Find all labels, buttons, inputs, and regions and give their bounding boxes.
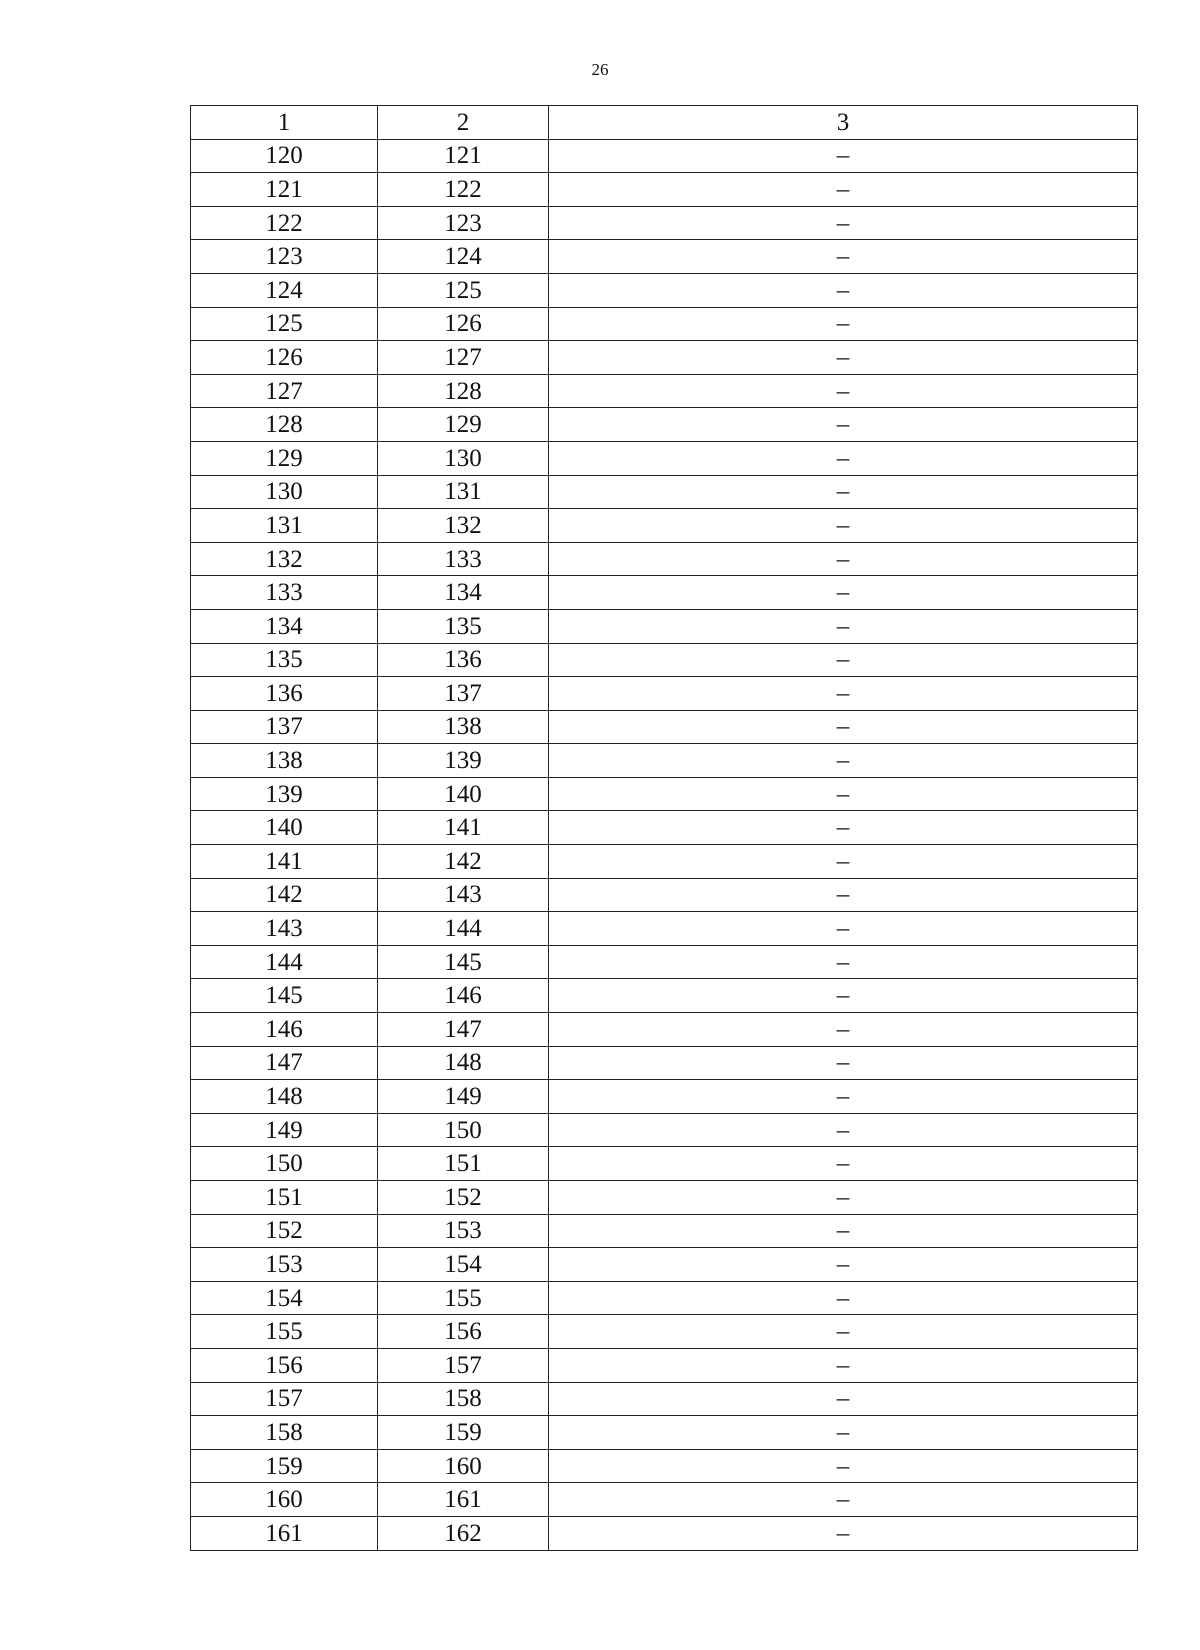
table-cell: – [549, 1483, 1138, 1517]
table-row [191, 341, 1138, 375]
table-cell: 157 [378, 1348, 549, 1382]
table-cell: 142 [378, 845, 549, 879]
table-row [191, 408, 1138, 442]
table-cell: 147 [378, 1013, 549, 1047]
table-cell: – [549, 576, 1138, 610]
table-cell: – [549, 777, 1138, 811]
table-cell: – [549, 1281, 1138, 1315]
table-row [191, 979, 1138, 1013]
table-cell: 141 [378, 811, 549, 845]
table-cell: 129 [378, 408, 549, 442]
table-row [191, 1113, 1138, 1147]
table-cell: – [549, 1013, 1138, 1047]
table-row [191, 509, 1138, 543]
header-cell: 2 [378, 106, 549, 140]
table-cell: 161 [191, 1516, 378, 1550]
table-cell: 149 [191, 1113, 378, 1147]
table-cell: – [549, 710, 1138, 744]
table-cell: 161 [378, 1483, 549, 1517]
table-cell: 123 [191, 240, 378, 274]
table-row [191, 945, 1138, 979]
table-cell: 131 [191, 509, 378, 543]
table-cell: 154 [378, 1248, 549, 1282]
table-cell: 137 [191, 710, 378, 744]
table-cell: 129 [191, 441, 378, 475]
table-cell: – [549, 811, 1138, 845]
table-row [191, 744, 1138, 778]
table-cell: – [549, 1113, 1138, 1147]
table-cell: 150 [191, 1147, 378, 1181]
table-cell: 135 [191, 643, 378, 677]
table-cell: 124 [378, 240, 549, 274]
table-cell: – [549, 542, 1138, 576]
header-cell: 1 [191, 106, 378, 140]
table-cell: – [549, 206, 1138, 240]
table-cell: 126 [191, 341, 378, 375]
table-cell: 137 [378, 677, 549, 711]
table-cell: – [549, 307, 1138, 341]
table-cell: – [549, 1214, 1138, 1248]
table-row [191, 475, 1138, 509]
table-row [191, 1214, 1138, 1248]
table-cell: – [549, 1516, 1138, 1550]
table-row [191, 1046, 1138, 1080]
table-cell: 124 [191, 273, 378, 307]
table-row [191, 240, 1138, 274]
table-cell: 154 [191, 1281, 378, 1315]
table-cell: 135 [378, 609, 549, 643]
table-cell: 151 [378, 1147, 549, 1181]
table-cell: 143 [191, 912, 378, 946]
table-row [191, 1516, 1138, 1550]
table-cell: – [549, 609, 1138, 643]
table-cell: 158 [191, 1416, 378, 1450]
table-cell: 128 [378, 374, 549, 408]
table-cell: 139 [191, 777, 378, 811]
table-row [191, 1281, 1138, 1315]
table-cell: 160 [378, 1449, 549, 1483]
table-cell: 153 [378, 1214, 549, 1248]
table-cell: 130 [378, 441, 549, 475]
table-cell: – [549, 441, 1138, 475]
table-cell: 127 [378, 341, 549, 375]
table-cell: – [549, 912, 1138, 946]
table-row [191, 777, 1138, 811]
table-row [191, 1080, 1138, 1114]
table-cell: – [549, 509, 1138, 543]
table-cell: 148 [191, 1080, 378, 1114]
table-cell: 134 [378, 576, 549, 610]
table-cell: – [549, 979, 1138, 1013]
table-cell: – [549, 173, 1138, 207]
table-cell: – [549, 1348, 1138, 1382]
table-cell: – [549, 1382, 1138, 1416]
table-cell: – [549, 845, 1138, 879]
table-cell: – [549, 1416, 1138, 1450]
table-row [191, 374, 1138, 408]
table-row [191, 1181, 1138, 1215]
table-cell: 147 [191, 1046, 378, 1080]
table-row [191, 710, 1138, 744]
table-cell: – [549, 341, 1138, 375]
table-cell: – [549, 1147, 1138, 1181]
table-row [191, 1013, 1138, 1047]
table-row [191, 206, 1138, 240]
table-row [191, 609, 1138, 643]
table-header-row [191, 106, 1138, 140]
table-row [191, 576, 1138, 610]
table-cell: 149 [378, 1080, 549, 1114]
table-row [191, 1416, 1138, 1450]
table-cell: 136 [191, 677, 378, 711]
table-cell: 123 [378, 206, 549, 240]
table-row [191, 643, 1138, 677]
table-row [191, 1483, 1138, 1517]
table-cell: 158 [378, 1382, 549, 1416]
table-cell: 150 [378, 1113, 549, 1147]
table-cell: 156 [378, 1315, 549, 1349]
table-cell: 145 [378, 945, 549, 979]
table-cell: 131 [378, 475, 549, 509]
table-cell: 159 [191, 1449, 378, 1483]
table-cell: 144 [378, 912, 549, 946]
table-cell: 152 [191, 1214, 378, 1248]
table-row [191, 845, 1138, 879]
table-cell: 146 [378, 979, 549, 1013]
table-cell: 162 [378, 1516, 549, 1550]
table-cell: – [549, 744, 1138, 778]
table-row [191, 811, 1138, 845]
page-number: 26 [591, 60, 609, 79]
table-cell: – [549, 1449, 1138, 1483]
table-row [191, 273, 1138, 307]
table-cell: 140 [378, 777, 549, 811]
data-table [190, 105, 1138, 1551]
table-cell: 122 [191, 206, 378, 240]
table-cell: 143 [378, 878, 549, 912]
table-cell: 152 [378, 1181, 549, 1215]
table-cell: 134 [191, 609, 378, 643]
table-cell: 141 [191, 845, 378, 879]
table-cell: – [549, 1080, 1138, 1114]
table-cell: 121 [191, 173, 378, 207]
table-cell: 148 [378, 1046, 549, 1080]
table-cell: 142 [191, 878, 378, 912]
table-row [191, 1315, 1138, 1349]
table-cell: – [549, 1181, 1138, 1215]
table-cell: 127 [191, 374, 378, 408]
table-row [191, 1449, 1138, 1483]
table-cell: 121 [378, 139, 549, 173]
table-cell: 130 [191, 475, 378, 509]
table-cell: – [549, 273, 1138, 307]
table-cell: – [549, 677, 1138, 711]
table-cell: 155 [378, 1281, 549, 1315]
header-cell: 3 [549, 106, 1138, 140]
table-row [191, 878, 1138, 912]
table-cell: – [549, 374, 1138, 408]
table-body [191, 106, 1138, 1551]
table-cell: 146 [191, 1013, 378, 1047]
table-row [191, 542, 1138, 576]
table-row [191, 1382, 1138, 1416]
table-cell: – [549, 878, 1138, 912]
table-cell: 151 [191, 1181, 378, 1215]
table-row [191, 677, 1138, 711]
table-cell: – [549, 1046, 1138, 1080]
table-cell: 153 [191, 1248, 378, 1282]
table-row [191, 441, 1138, 475]
table-row [191, 173, 1138, 207]
table-cell: 122 [378, 173, 549, 207]
table-row [191, 912, 1138, 946]
table-cell: 120 [191, 139, 378, 173]
table-cell: – [549, 643, 1138, 677]
table-cell: 139 [378, 744, 549, 778]
table-cell: 140 [191, 811, 378, 845]
table-cell: 133 [378, 542, 549, 576]
table-cell: 156 [191, 1348, 378, 1382]
table-cell: 128 [191, 408, 378, 442]
table-row [191, 1348, 1138, 1382]
table-cell: 155 [191, 1315, 378, 1349]
table-cell: – [549, 1248, 1138, 1282]
table-row [191, 307, 1138, 341]
table-cell: 132 [378, 509, 549, 543]
table-cell: 159 [378, 1416, 549, 1450]
table-cell: 160 [191, 1483, 378, 1517]
table-row [191, 139, 1138, 173]
table-cell: 125 [378, 273, 549, 307]
table-cell: 138 [378, 710, 549, 744]
table-row [191, 1248, 1138, 1282]
table-cell: 144 [191, 945, 378, 979]
table-cell: – [549, 408, 1138, 442]
table-cell: 125 [191, 307, 378, 341]
table-cell: – [549, 475, 1138, 509]
table-cell: 133 [191, 576, 378, 610]
table-cell: 126 [378, 307, 549, 341]
table-cell: 157 [191, 1382, 378, 1416]
table-row [191, 1147, 1138, 1181]
table-cell: – [549, 240, 1138, 274]
table-cell: – [549, 945, 1138, 979]
table-cell: 138 [191, 744, 378, 778]
table-cell: 145 [191, 979, 378, 1013]
table-cell: – [549, 139, 1138, 173]
table-cell: 136 [378, 643, 549, 677]
table-cell: – [549, 1315, 1138, 1349]
table-cell: 132 [191, 542, 378, 576]
